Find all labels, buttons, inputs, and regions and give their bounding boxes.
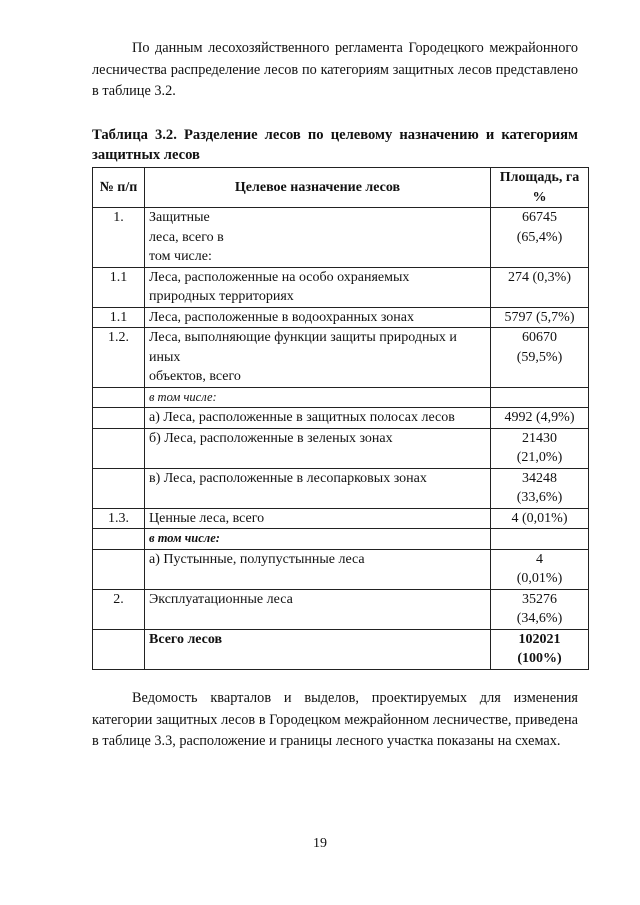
row-area bbox=[491, 307, 589, 328]
row-num: 1.1 bbox=[93, 307, 145, 328]
row-num bbox=[93, 629, 145, 669]
table-row bbox=[93, 328, 589, 388]
row-area bbox=[491, 508, 589, 529]
row-purpose bbox=[145, 589, 491, 629]
row-area bbox=[491, 589, 589, 629]
row-num: 1.3. bbox=[93, 508, 145, 529]
row-num: 1.2. bbox=[93, 328, 145, 388]
area-line: 21430 bbox=[522, 430, 557, 446]
area-line: 4 (0,01%) bbox=[511, 510, 568, 526]
row-purpose bbox=[145, 529, 491, 550]
purpose-line: Леса, выполняющие функции защиты природных и bbox=[149, 330, 457, 345]
table-row bbox=[93, 468, 589, 508]
forest-category-table bbox=[92, 167, 589, 670]
table-row bbox=[93, 408, 589, 429]
row-num bbox=[93, 549, 145, 589]
purpose-line: в том числе: bbox=[149, 531, 220, 545]
area-line: (65,4%) bbox=[516, 229, 563, 245]
row-area bbox=[491, 468, 589, 508]
table-row bbox=[93, 549, 589, 589]
row-num bbox=[93, 387, 145, 408]
area-line: (59,5%) bbox=[516, 349, 563, 365]
purpose-line: б) Леса, расположенные в зеленых зонах bbox=[149, 430, 393, 446]
row-num: 2. bbox=[93, 589, 145, 629]
purpose-line: Леса, расположенные на особо охраняемых bbox=[149, 269, 410, 285]
table-row bbox=[93, 589, 589, 629]
row-area bbox=[491, 428, 589, 468]
row-purpose bbox=[145, 508, 491, 529]
purpose-line: Ценные леса, всего bbox=[149, 510, 265, 526]
outro-paragraph: Ведомость кварталов и выделов, проектируемых для изменения категории защитных лесов в Городецком межрайонном лесничестве, приведена в таблице 3.3, расположение и границы лесного участка показаны на схемах. bbox=[92, 690, 578, 749]
purpose-line: леса, всего в bbox=[149, 229, 224, 245]
row-num: 1. bbox=[93, 208, 145, 268]
row-area bbox=[491, 529, 589, 550]
row-purpose bbox=[145, 428, 491, 468]
row-purpose bbox=[145, 307, 491, 328]
table-row bbox=[93, 428, 589, 468]
row-num bbox=[93, 468, 145, 508]
row-area bbox=[491, 549, 589, 589]
area-line: 35276 bbox=[522, 591, 557, 607]
row-purpose bbox=[145, 408, 491, 429]
intro-paragraph: По данным лесохозяйственного регламента Городецкого межрайонного лесничества распределение лесов по категориям защитных лесов представлено в таблице 3.2. bbox=[92, 40, 578, 99]
table-row-total bbox=[93, 629, 589, 669]
purpose-line: Всего лесов bbox=[149, 631, 223, 647]
table-caption: Таблица 3.2. Разделение лесов по целевому назначению и категориям защитных лесов bbox=[92, 127, 578, 163]
row-num bbox=[93, 529, 145, 550]
purpose-line: иных bbox=[149, 349, 181, 365]
header-area-line2: % bbox=[532, 189, 547, 205]
purpose-line: Защитные bbox=[149, 210, 210, 225]
table-row bbox=[93, 387, 589, 408]
row-purpose bbox=[145, 267, 491, 307]
row-area bbox=[491, 208, 589, 268]
purpose-line: том числе: bbox=[149, 249, 212, 264]
row-num bbox=[93, 408, 145, 429]
purpose-line: в) Леса, расположенные в лесопарковых зонах bbox=[149, 470, 427, 486]
table-row bbox=[93, 307, 589, 328]
header-num: № п/п bbox=[93, 168, 145, 208]
area-line: 66745 bbox=[522, 210, 557, 225]
purpose-line: в том числе: bbox=[149, 389, 217, 404]
row-area bbox=[491, 629, 589, 669]
purpose-line: а) Леса, расположенные в защитных полосах лесов bbox=[149, 410, 455, 425]
area-line: 60670 bbox=[522, 330, 557, 345]
row-area bbox=[491, 408, 589, 429]
row-purpose bbox=[145, 468, 491, 508]
area-line: 34248 bbox=[522, 470, 557, 486]
row-area bbox=[491, 387, 589, 408]
area-line: (0,01%) bbox=[516, 571, 563, 586]
purpose-line: природных территориях bbox=[149, 289, 294, 304]
row-num bbox=[93, 428, 145, 468]
row-purpose bbox=[145, 208, 491, 268]
page-number: 19 bbox=[313, 836, 327, 851]
purpose-line: объектов, всего bbox=[149, 369, 241, 384]
purpose-line: Леса, расположенные в водоохранных зонах bbox=[149, 309, 414, 325]
table-header-row bbox=[93, 168, 589, 208]
area-line: 4992 (4,9%) bbox=[504, 410, 575, 425]
table-row bbox=[93, 267, 589, 307]
area-line: 5797 (5,7%) bbox=[504, 309, 575, 325]
area-line: 102021 bbox=[518, 631, 561, 647]
header-purpose: Целевое назначение лесов bbox=[145, 168, 491, 208]
purpose-line: а) Пустынные, полупустынные леса bbox=[149, 551, 365, 567]
purpose-line: Эксплуатационные леса bbox=[149, 591, 293, 607]
area-line: (33,6%) bbox=[516, 490, 563, 505]
row-area bbox=[491, 267, 589, 307]
row-area bbox=[491, 328, 589, 388]
area-line: (100%) bbox=[517, 651, 562, 666]
area-line: (21,0%) bbox=[516, 450, 563, 465]
table-row bbox=[93, 508, 589, 529]
table-row bbox=[93, 529, 589, 550]
header-area-line1: Площадь, га bbox=[499, 170, 580, 185]
table-row bbox=[93, 208, 589, 268]
area-line: 4 bbox=[536, 551, 543, 567]
row-purpose bbox=[145, 387, 491, 408]
row-purpose bbox=[145, 629, 491, 669]
header-area bbox=[491, 168, 589, 208]
row-num: 1.1 bbox=[93, 267, 145, 307]
row-purpose bbox=[145, 328, 491, 388]
row-purpose bbox=[145, 549, 491, 589]
area-line: 274 (0,3%) bbox=[508, 269, 571, 285]
area-line: (34,6%) bbox=[516, 611, 563, 626]
